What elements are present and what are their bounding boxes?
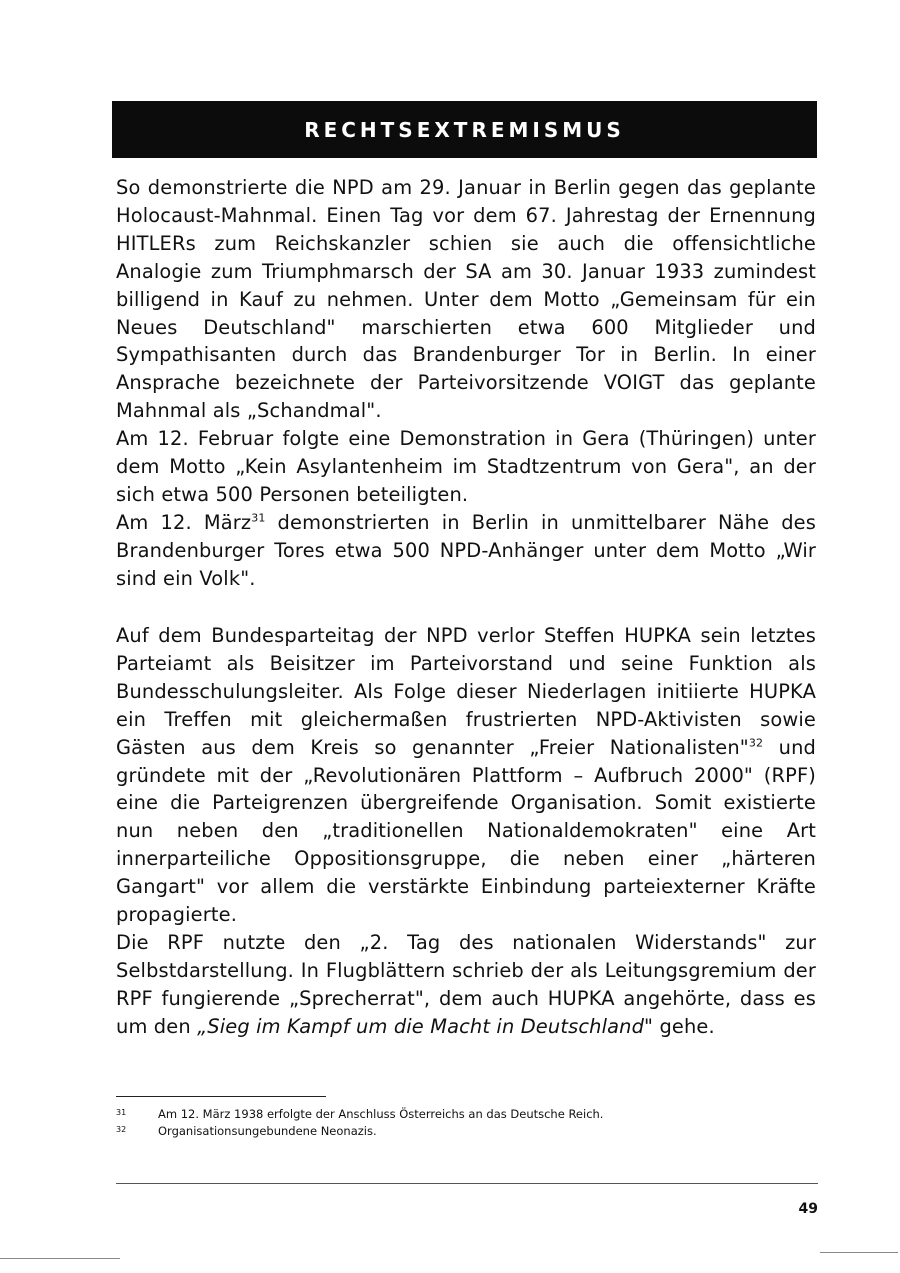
paragraph-text: Die RPF nutzte den „2. Tag des nationalen Widerstands" zur Selbstdarstellung. In Flugblättern schrieb der als Leitungsgremium der RPF fungierende „Sprecherrat", dem auch HUPKA angehörte, dass es um den <box>116 930 816 1038</box>
footnote-item <box>116 1123 816 1140</box>
paragraph-text: Auf dem Bundesparteitag der NPD verlor Steffen HUPKA sein letztes Parteiamt als Beisitzer im Parteivorstand und seine Funktion als Bundesschulungsleiter. Als Folge dieser Niederlagen initiierte HUPKA ein Treffen mit gleichermaßen frustrierten NPD-Aktivisten sowie Gästen aus dem Kreis so genannter „Freier Nationalisten" <box>116 624 816 759</box>
page-number: 49 <box>798 1201 818 1217</box>
paragraph-npd-berlin: So demonstrierte die NPD am 29. Januar in Berlin gegen das geplante Holocaust-Mahnmal. Einen Tag vor dem 67. Jahrestag der Ernennung HITLERs zum Reichskanzler schien sie auch die offensichtliche Analogie zum Triumphmarsch der SA am 30. Januar 1933 zumindest billigend in Kauf zu nehmen. Unter dem Motto „Gemeinsam für ein Neues Deutschland" marschierten etwa 600 Mitglieder und Sympathisanten durch das Brandenburger Tor in Berlin. In einer Ansprache bezeichnete der Parteivorsitzende VOIGT das geplante Mahnmal als „Schandmal". <box>116 176 816 423</box>
section-title: RECHTSEXTREMISMUS <box>304 117 625 142</box>
footnote-text: Organisationsungebundene Neonazis. <box>158 1124 377 1138</box>
footnote-number: 31 <box>116 1108 127 1117</box>
footnote-ref-31[interactable]: 31 <box>251 511 266 525</box>
footnote-divider <box>116 1096 326 1097</box>
paragraph-march-berlin <box>116 509 816 593</box>
paragraph-text: demonstrierten in Berlin in unmittelbarer Nähe des Brandenburger Tores etwa 500 NPD-Anhänger unter dem Motto „Wir sind ein Volk". <box>116 510 817 590</box>
quote-italic: „Sieg im Kampf um die Macht in Deutschland" <box>197 1014 654 1038</box>
section-header-bar <box>112 101 817 158</box>
paragraph-gera: Am 12. Februar folgte eine Demonstration in Gera (Thüringen) unter dem Motto „Kein Asylantenheim im Stadtzentrum von Gera", an der sich etwa 500 Personen beteiligten. <box>116 427 816 506</box>
scan-artifact-line <box>0 1258 120 1259</box>
footnote-text: Am 12. März 1938 erfolgte der Anschluss Österreichs an das Deutsche Reich. <box>158 1107 604 1121</box>
page-bottom-rule <box>116 1183 818 1184</box>
text-block-rpf <box>116 622 816 1041</box>
paragraph-hupka <box>116 622 816 929</box>
footnotes <box>116 1106 816 1140</box>
scan-artifact-line <box>820 1252 898 1253</box>
paragraph-text: gehe. <box>653 1014 715 1038</box>
footnote-number: 32 <box>116 1125 127 1134</box>
paragraph-text: und gründete mit der „Revolutionären Plattform – Aufbruch 2000" (RPF) eine die Parteigrenzen übergreifende Organisation. Somit existierte nun neben den „traditionellen Nationaldemokraten" eine Art innerparteiliche Oppositionsgruppe, die neben einer „härteren Gangart" vor allem die verstärkte Einbindung parteiexterner Kräfte propagierte. <box>116 735 816 927</box>
footnote-ref-32[interactable]: 32 <box>748 736 764 750</box>
text-block-demonstrations <box>116 174 816 593</box>
footnote-item <box>116 1106 816 1123</box>
paragraph-text: Am 12. März <box>116 510 252 534</box>
paragraph-rpf <box>116 929 816 1041</box>
